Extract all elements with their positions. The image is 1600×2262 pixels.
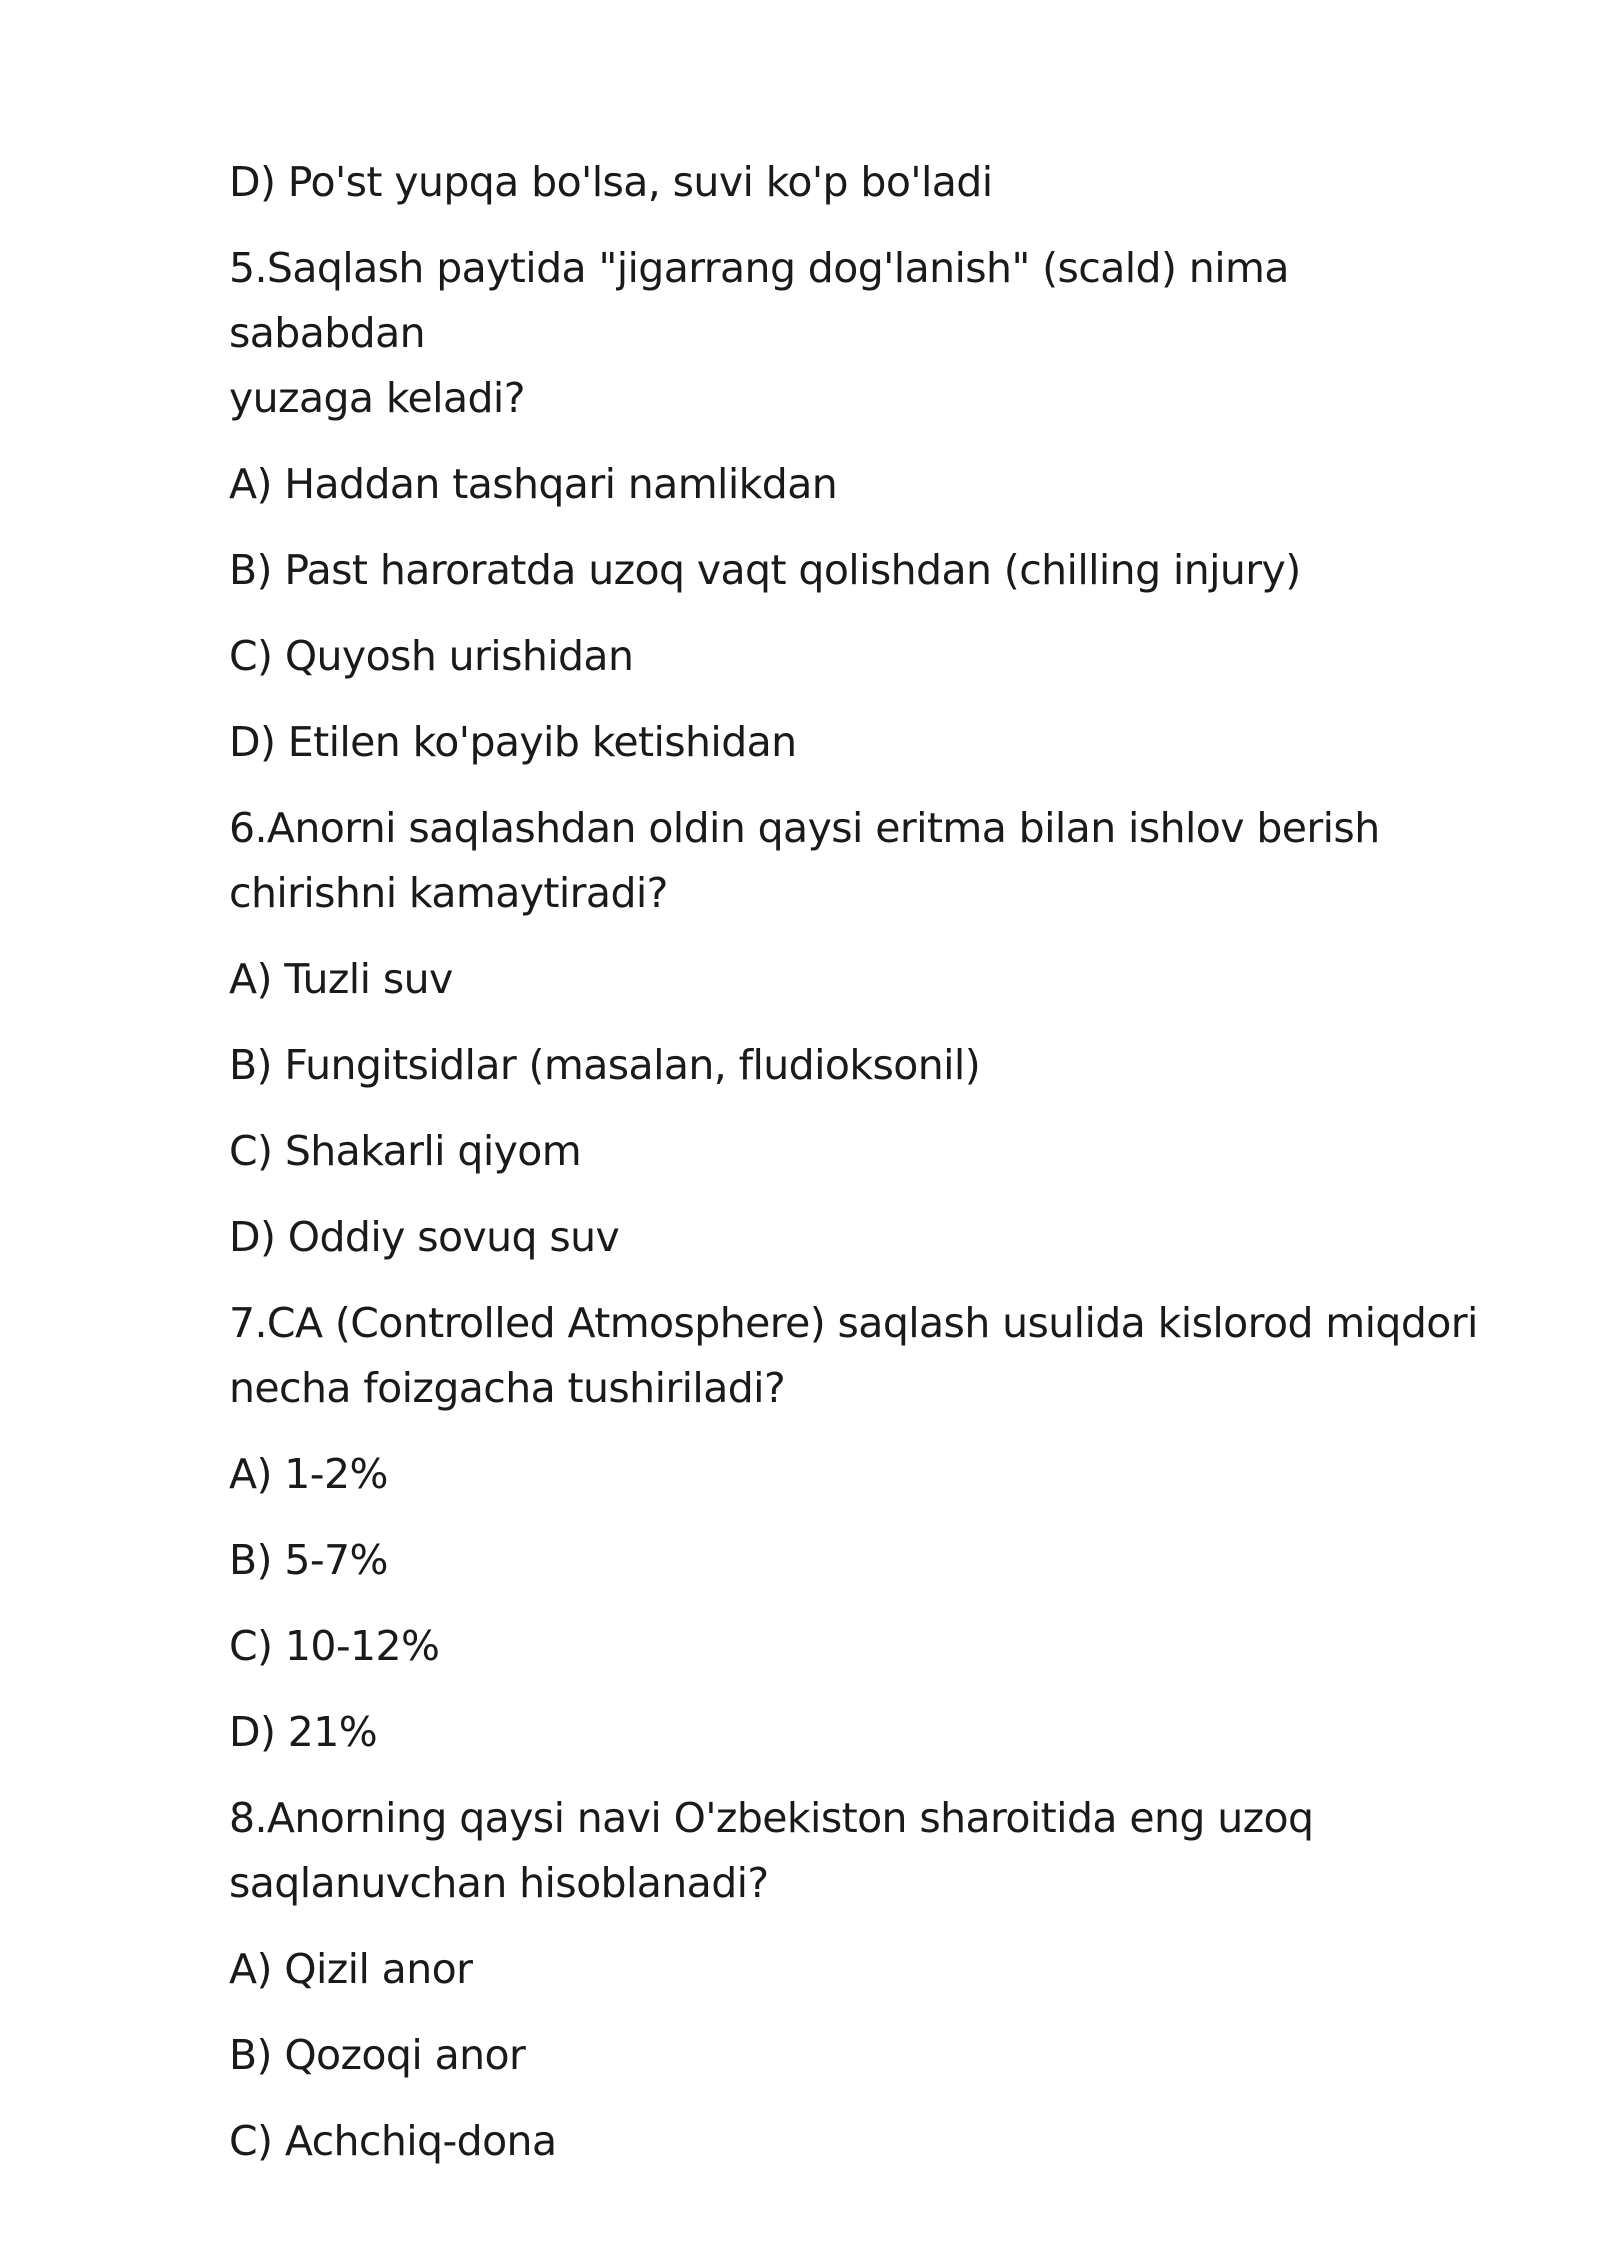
- option-b-q7: B) 5-7%: [229, 1536, 388, 1584]
- option-d-q5: D) Etilen ko'payib ketishidan: [229, 718, 797, 766]
- option-b-q5: B) Past haroratda uzoq vaqt qolishdan (chilling injury): [229, 546, 1301, 594]
- question-7-line-1: 7.CA (Controlled Atmosphere) saqlash usulida kislorod miqdori: [229, 1299, 1478, 1347]
- option-c-q8: C) Achchiq-dona: [229, 2117, 557, 2165]
- option-c-q6: C) Shakarli qiyom: [229, 1127, 582, 1175]
- question-7-line-2: necha foizgacha tushiriladi?: [229, 1364, 786, 1412]
- option-c-q7: C) 10-12%: [229, 1622, 440, 1670]
- option-b-q6: B) Fungitsidlar (masalan, fludioksonil): [229, 1041, 981, 1089]
- option-a-q6: A) Tuzli suv: [229, 955, 453, 1003]
- option-a-q8: A) Qizil anor: [229, 1945, 473, 1993]
- question-8-line-1: 8.Anorning qaysi navi O'zbekiston sharoitida eng uzoq: [229, 1794, 1314, 1842]
- question-8-line-2: saqlanuvchan hisoblanadi?: [229, 1859, 769, 1907]
- question-5-line-2: yuzaga keladi?: [229, 374, 525, 422]
- question-6-line-1: 6.Anorni saqlashdan oldin qaysi eritma bilan ishlov berish: [229, 804, 1380, 852]
- question-5-line-1: 5.Saqlash paytida "jigarrang dog'lanish" (scald) nima sababdan: [229, 244, 1289, 357]
- option-c-q5: C) Quyosh urishidan: [229, 632, 634, 680]
- option-b-q8: B) Qozoqi anor: [229, 2031, 526, 2079]
- question-5: [229, 236, 1489, 431]
- document-body: [229, 150, 1489, 2195]
- option-d-q7: D) 21%: [229, 1708, 378, 1756]
- question-6: [229, 796, 1489, 926]
- question-8: [229, 1786, 1489, 1916]
- option-d-q6: D) Oddiy sovuq suv: [229, 1213, 620, 1261]
- question-6-line-2: chirishni kamaytiradi?: [229, 869, 668, 917]
- option-d-q4: D) Po'st yupqa bo'lsa, suvi ko'p bo'ladi: [229, 158, 993, 206]
- option-a-q5: A) Haddan tashqari namlikdan: [229, 460, 838, 508]
- question-7: [229, 1291, 1489, 1421]
- option-a-q7: A) 1-2%: [229, 1450, 388, 1498]
